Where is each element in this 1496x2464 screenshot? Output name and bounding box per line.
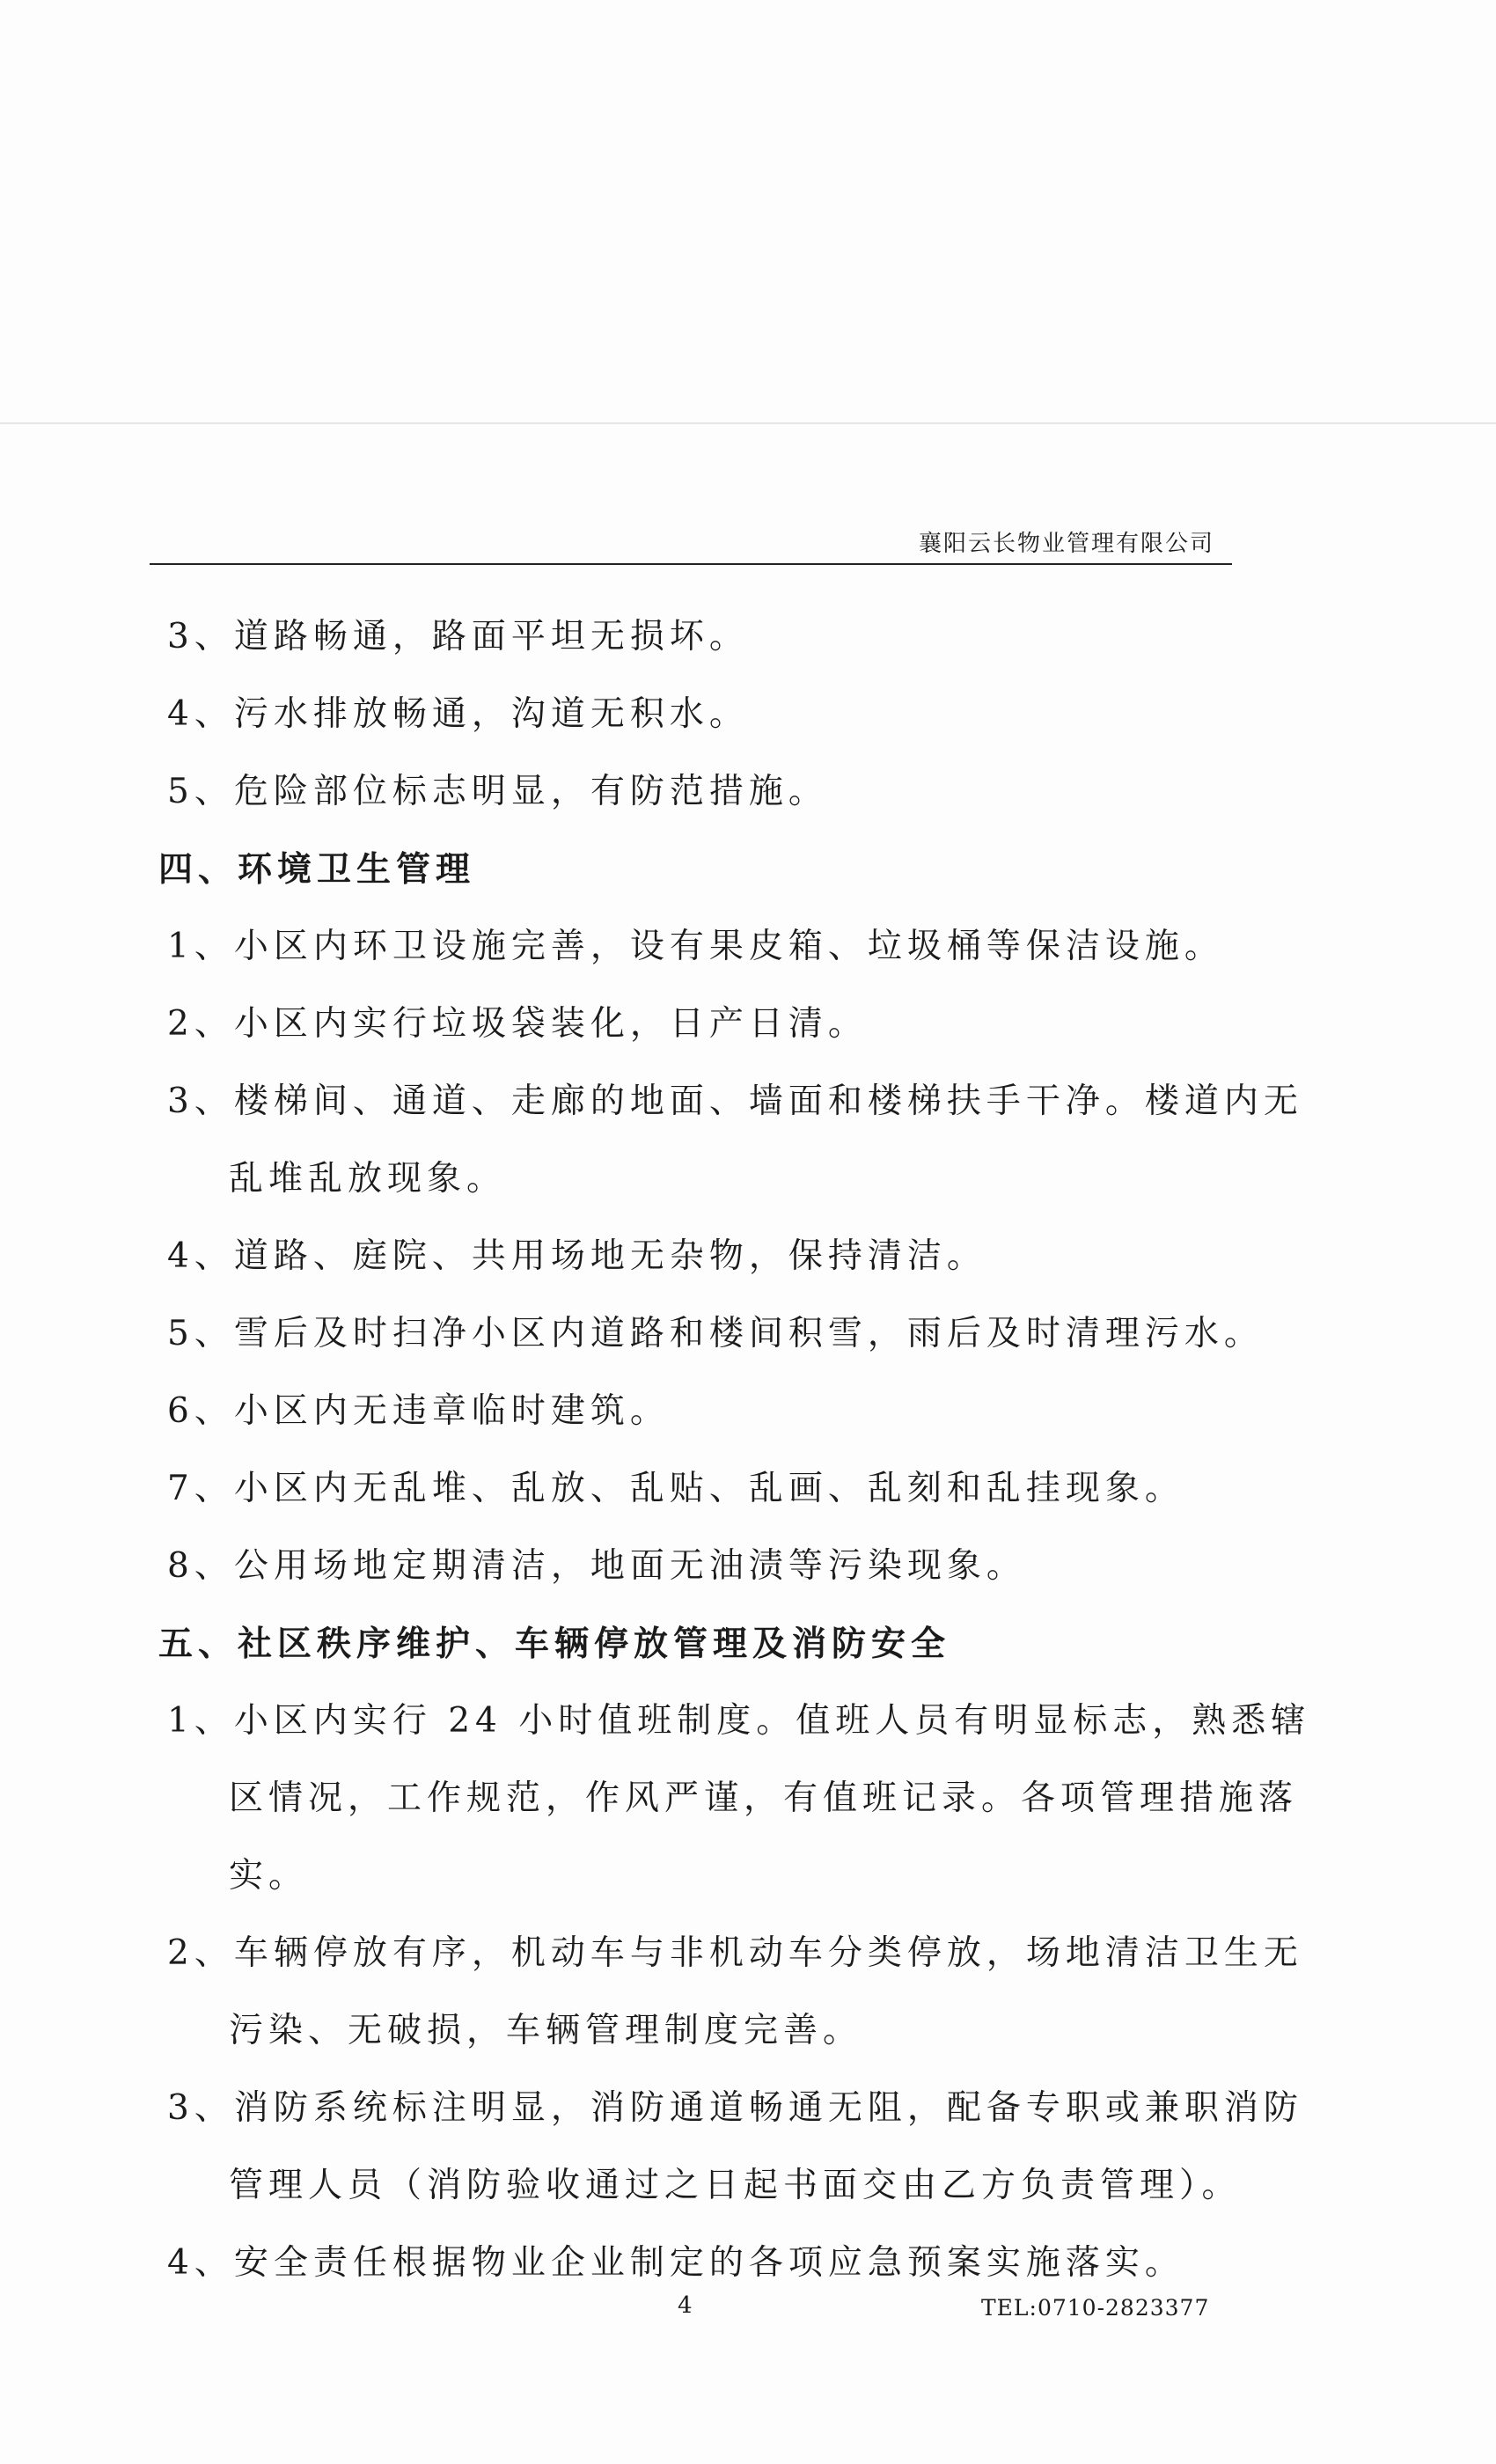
list-item: 2、小区内实行垃圾袋装化，日产日清。: [167, 1004, 868, 1044]
list-item-continuation: 管理人员（消防验收通过之日起书面交由乙方负责管理）。: [229, 2166, 1242, 2205]
list-item: 5、雪后及时扫净小区内道路和楼间积雪，雨后及时清理污水。: [167, 1314, 1264, 1353]
page-header: [150, 526, 1232, 565]
header-company-name: 襄阳云长物业管理有限公司: [918, 531, 1214, 557]
scan-artifact-line: [0, 422, 1496, 424]
list-item: 2、车辆停放有序，机动车与非机动车分类停放，场地清洁卫生无: [167, 1933, 1303, 1973]
section-heading: 四、环境卫生管理: [158, 849, 476, 890]
list-item-continuation: 乱堆乱放现象。: [229, 1159, 507, 1199]
list-item: 1、小区内环卫设施完善，设有果皮箱、垃圾桶等保洁设施。: [167, 927, 1224, 966]
list-item-continuation: 实。: [229, 1856, 309, 1896]
list-item: 4、污水排放畅通，沟道无积水。: [167, 694, 749, 734]
list-item: 4、安全责任根据物业企业制定的各项应急预案实施落实。: [167, 2243, 1184, 2283]
list-item-continuation: 区情况，工作规范，作风严谨，有值班记录。各项管理措施落: [229, 1778, 1299, 1818]
document-body: [158, 598, 1311, 2302]
list-item: 1、小区内实行 24 小时值班制度。值班人员有明显标志，熟悉辖: [167, 1701, 1311, 1741]
list-item: 5、危险部位标志明显，有防范措施。: [167, 772, 828, 811]
list-item: 4、道路、庭院、共用场地无杂物，保持清洁。: [167, 1236, 986, 1276]
list-item: 3、消防系统标注明显，消防通道畅通无阻，配备专职或兼职消防: [167, 2088, 1303, 2128]
section-heading: 五、社区秩序维护、车辆停放管理及消防安全: [158, 1624, 951, 1664]
list-item: 3、楼梯间、通道、走廊的地面、墙面和楼梯扶手干净。楼道内无: [167, 1082, 1303, 1121]
list-item: 3、道路畅通，路面平坦无损坏。: [167, 617, 749, 656]
page-number: 4: [678, 2292, 693, 2319]
list-item-continuation: 污染、无破损，车辆管理制度完善。: [229, 2011, 863, 2050]
list-item: 6、小区内无违章临时建筑。: [167, 1391, 670, 1431]
list-item: 7、小区内无乱堆、乱放、乱贴、乱画、乱刻和乱挂现象。: [167, 1469, 1184, 1508]
footer-telephone: TEL:0710-2823377: [981, 2295, 1210, 2321]
list-item: 8、公用场地定期清洁，地面无油渍等污染现象。: [167, 1546, 1026, 1586]
